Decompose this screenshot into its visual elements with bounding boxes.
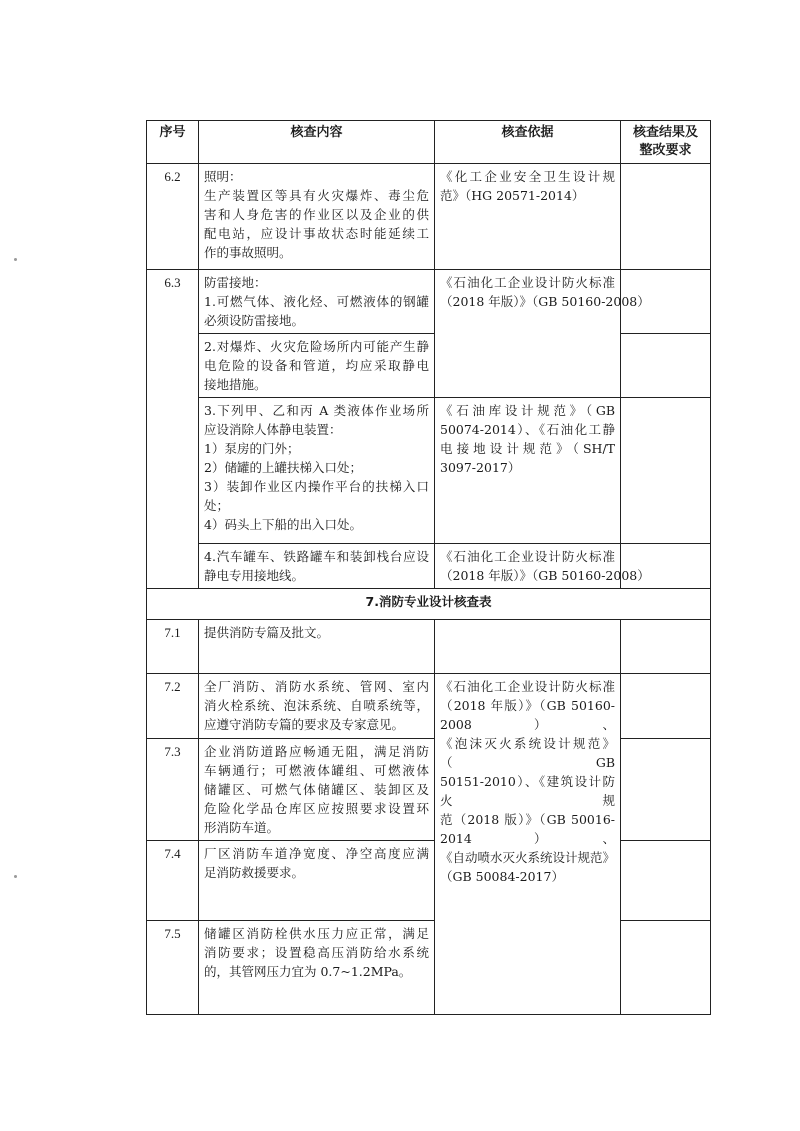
content-line: 全厂消防、消防水系统、管网、室内 [204,679,429,694]
basis-line: 《石油库设计规范》（GB [440,403,615,418]
content-line: 作的事故照明。 [204,245,292,260]
table-row [147,841,711,921]
row-content [199,674,435,739]
table-row [147,544,711,589]
content-line: 储罐区、可燃气体储罐区、装卸区及 [204,782,429,797]
row-result [621,921,711,1015]
basis-line: 《石油化工企业设计防火标准 [440,679,615,694]
section-header-row [147,589,711,620]
content-line: 足消防救援要求。 [204,865,305,880]
content-line: 企业消防道路应畅通无阻，满足消防 [204,744,429,759]
row-basis [435,398,621,544]
table-row [147,164,711,270]
basis-line: 《自动喷水灭火系统设计规范》 [440,850,616,865]
basis-line: 范（2018 版）》（GB 50016-2014）、 [440,812,615,846]
row-content [199,398,435,544]
content-line: 接地措施。 [204,377,267,392]
content-line: 应设消除人体静电装置： [204,422,342,437]
scan-dot [14,875,17,878]
content-line: 必须设防雷接地。 [204,313,305,328]
basis-line: （2018 年版）》（GB 50160-2008） [440,294,650,309]
basis-line: 电接地设计规范》（SH/T [440,441,615,456]
basis-line: 3097-2017） [440,460,521,475]
row-result [621,674,711,739]
table-row [147,334,711,398]
row-seq: 6.2 [147,164,199,270]
content-line: 厂区消防车道净宽度、净空高度应满 [204,846,429,861]
scan-dot [14,258,17,261]
header-result-line: 整改要求 [639,143,692,158]
header-seq: 序号 [147,121,199,164]
content-line: 的，其管网压力宜为 0.7~1.2MPa。 [204,964,412,979]
row-content [199,544,435,589]
row-seq: 7.4 [147,841,199,921]
row-seq: 7.5 [147,921,199,1015]
header-basis: 核查依据 [435,121,621,164]
row-content [199,739,435,841]
content-line: 4）码头上下船的出入口处。 [204,517,362,532]
row-basis [435,544,650,589]
content-line: 1.可燃气体、液化烃、可燃液体的钢罐 [204,294,429,309]
header-row [147,121,711,164]
basis-line: （2018 年版）》（GB 50160-2008）、 [440,698,615,732]
row-basis [435,674,621,1015]
content-line: 配电站，应设计事故状态时能延续工 [204,226,429,241]
content-line: 照明： [204,169,242,184]
content-line: 储罐区消防栓供水压力应正常，满足 [204,926,429,941]
row-result [621,739,711,841]
row-result [621,164,711,270]
row-seq: 7.3 [147,739,199,841]
basis-line: 《泡沫灭火系统设计规范》（GB [440,736,615,770]
row-seq: 6.3 [147,270,199,589]
basis-line: 《化工企业安全卫生设计规 [440,169,615,184]
table-row [147,270,711,334]
row-basis [435,620,621,674]
row-content [199,921,435,1015]
content-line: 3.下列甲、乙和丙 A 类液体作业场所 [204,403,429,418]
table-row [147,398,711,544]
row-seq: 7.2 [147,674,199,739]
row-content [199,334,435,398]
table-row [147,620,711,674]
content-line: 消火栓系统、泡沫系统、自喷系统等， [204,698,429,713]
content-line: 形消防车道。 [204,820,280,835]
row-result [621,398,711,544]
row-content [199,270,435,334]
row-content [199,164,435,270]
content-line: 防雷接地： [204,275,267,290]
content-line: 提供消防专篇及批文。 [204,625,330,640]
content-line: 3）装卸作业区内操作平台的扶梯入口 [204,479,429,494]
content-line: 2.对爆炸、火灾危险场所内可能产生静 [204,339,429,354]
basis-line: 50151-2010）、《建筑设计防火规 [440,774,615,808]
content-line: 车辆通行；可燃液体罐组、可燃液体 [204,763,429,778]
header-result [621,121,711,164]
header-content: 核查内容 [199,121,435,164]
content-line: 害和人身危害的作业区以及企业的供 [204,207,429,222]
row-result [621,620,711,674]
content-line: 应遵守消防专篇的要求及专家意见。 [204,717,405,732]
basis-line: 《石油化工企业设计防火标准 [440,275,615,290]
content-line: 1）泵房的门外； [204,441,300,456]
content-line: 4.汽车罐车、铁路罐车和装卸栈台应设 [204,549,429,564]
table-row [147,674,711,739]
header-result-line: 核查结果及 [632,125,698,140]
basis-line: 《石油化工企业设计防火标准 [440,549,615,564]
content-line: 危险化学品仓库区应按照要求设置环 [204,801,429,816]
inspection-table [146,120,711,1015]
table-row [147,739,711,841]
content-line: 静电专用接地线。 [204,568,305,583]
row-result [621,334,711,398]
row-result [621,841,711,921]
row-content [199,620,435,674]
content-line: 电危险的设备和管道，均应采取静电 [204,358,429,373]
row-seq: 7.1 [147,620,199,674]
content-line: 2）储罐的上罐扶梯入口处； [204,460,362,475]
basis-line: （GB 50084-2017） [440,869,564,884]
basis-line: 范》（HG 20571-2014） [440,188,585,203]
section-title: 7.消防专业设计核查表 [147,589,711,620]
basis-line: （2018 年版）》（GB 50160-2008） [440,568,650,583]
row-content [199,841,435,921]
content-line: 处； [204,498,230,513]
content-line: 生产装置区等具有火灾爆炸、毒尘危 [204,188,429,203]
row-basis [435,164,621,270]
row-basis [435,270,650,398]
basis-line: 50074-2014）、《石油化工静 [440,422,615,437]
table-row [147,921,711,1015]
content-line: 消防要求；设置稳高压消防给水系统 [204,945,429,960]
